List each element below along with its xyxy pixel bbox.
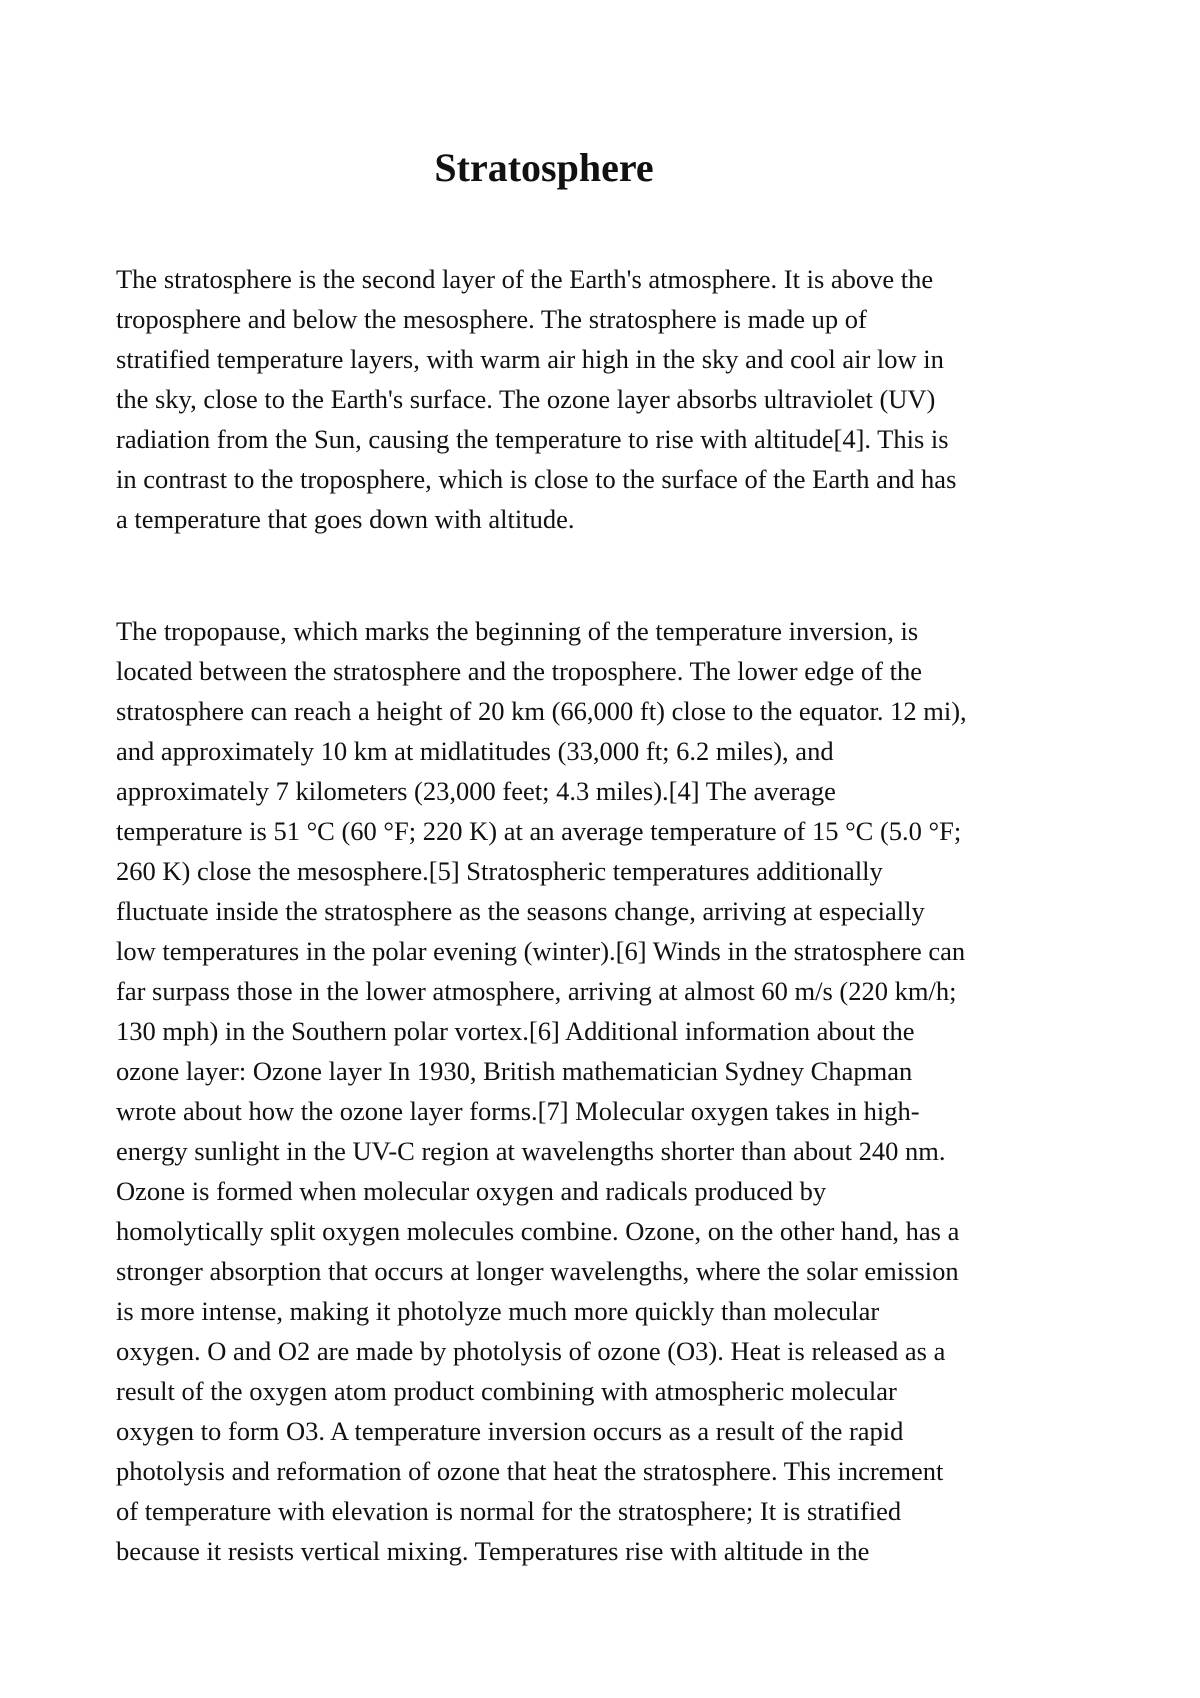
paragraph-line: troposphere and below the mesosphere. The stratosphere is made up of (116, 304, 867, 334)
paragraph-line: The tropopause, which marks the beginning of the temperature inversion, is (116, 616, 919, 646)
paragraph-line: Ozone is formed when molecular oxygen and radicals produced by (116, 1176, 827, 1206)
paragraph-line: oxygen to form O3. A temperature inversion occurs as a result of the rapid (116, 1416, 904, 1446)
paragraph-line: energy sunlight in the UV-C region at wavelengths shorter than about 240 nm. (116, 1136, 946, 1166)
paragraph-line: homolytically split oxygen molecules combine. Ozone, on the other hand, has a (116, 1216, 960, 1246)
paragraph-line: wrote about how the ozone layer forms.[7] Molecular oxygen takes in high- (116, 1096, 920, 1126)
paragraph-line: stronger absorption that occurs at longer wavelengths, where the solar emission (116, 1256, 959, 1286)
paragraph-2 (116, 611, 1116, 1571)
paragraph-line: stratosphere can reach a height of 20 km (66,000 ft) close to the equator. 12 mi), (116, 696, 967, 726)
paragraph-line: fluctuate inside the stratosphere as the seasons change, arriving at especially (116, 896, 925, 926)
paragraph-line: a temperature that goes down with altitude. (116, 504, 575, 534)
paragraph-line: because it resists vertical mixing. Temperatures rise with altitude in the (116, 1536, 870, 1566)
paragraph-line: result of the oxygen atom product combining with atmospheric molecular (116, 1376, 897, 1406)
paragraph-line: 260 K) close the mesosphere.[5] Stratospheric temperatures additionally (116, 856, 883, 886)
paragraph-line: the sky, close to the Earth's surface. The ozone layer absorbs ultraviolet (UV) (116, 384, 936, 414)
paragraph-line: is more intense, making it photolyze much more quickly than molecular (116, 1296, 880, 1326)
paragraph-line: oxygen. O and O2 are made by photolysis of ozone (O3). Heat is released as a (116, 1336, 946, 1366)
paragraph-line: temperature is 51 °C (60 °F; 220 K) at an average temperature of 15 °C (5.0 °F; (116, 816, 962, 846)
paragraph-line: radiation from the Sun, causing the temperature to rise with altitude[4]. This is (116, 424, 949, 454)
paragraph-line: of temperature with elevation is normal for the stratosphere; It is stratified (116, 1496, 902, 1526)
paragraph-line: low temperatures in the polar evening (winter).[6] Winds in the stratosphere can (116, 936, 966, 966)
paragraph-line: ozone layer: Ozone layer In 1930, British mathematician Sydney Chapman (116, 1056, 913, 1086)
paragraph-line: The stratosphere is the second layer of the Earth's atmosphere. It is above the (116, 264, 934, 294)
paragraph-line: photolysis and reformation of ozone that heat the stratosphere. This increment (116, 1456, 944, 1486)
document-title: Stratosphere (434, 145, 654, 190)
paragraph-line: in contrast to the troposphere, which is close to the surface of the Earth and has (116, 464, 957, 494)
paragraph-line: and approximately 10 km at midlatitudes (33,000 ft; 6.2 miles), and (116, 736, 834, 766)
paragraph-line: 130 mph) in the Southern polar vortex.[6] Additional information about the (116, 1016, 915, 1046)
paragraph-line: located between the stratosphere and the troposphere. The lower edge of the (116, 656, 922, 686)
paragraph-line: far surpass those in the lower atmosphere, arriving at almost 60 m/s (220 km/h; (116, 976, 957, 1006)
paragraph-line: stratified temperature layers, with warm air high in the sky and cool air low in (116, 344, 944, 374)
paragraph-1 (116, 259, 1116, 539)
paragraph-line: approximately 7 kilometers (23,000 feet; 4.3 miles).[4] The average (116, 776, 836, 806)
